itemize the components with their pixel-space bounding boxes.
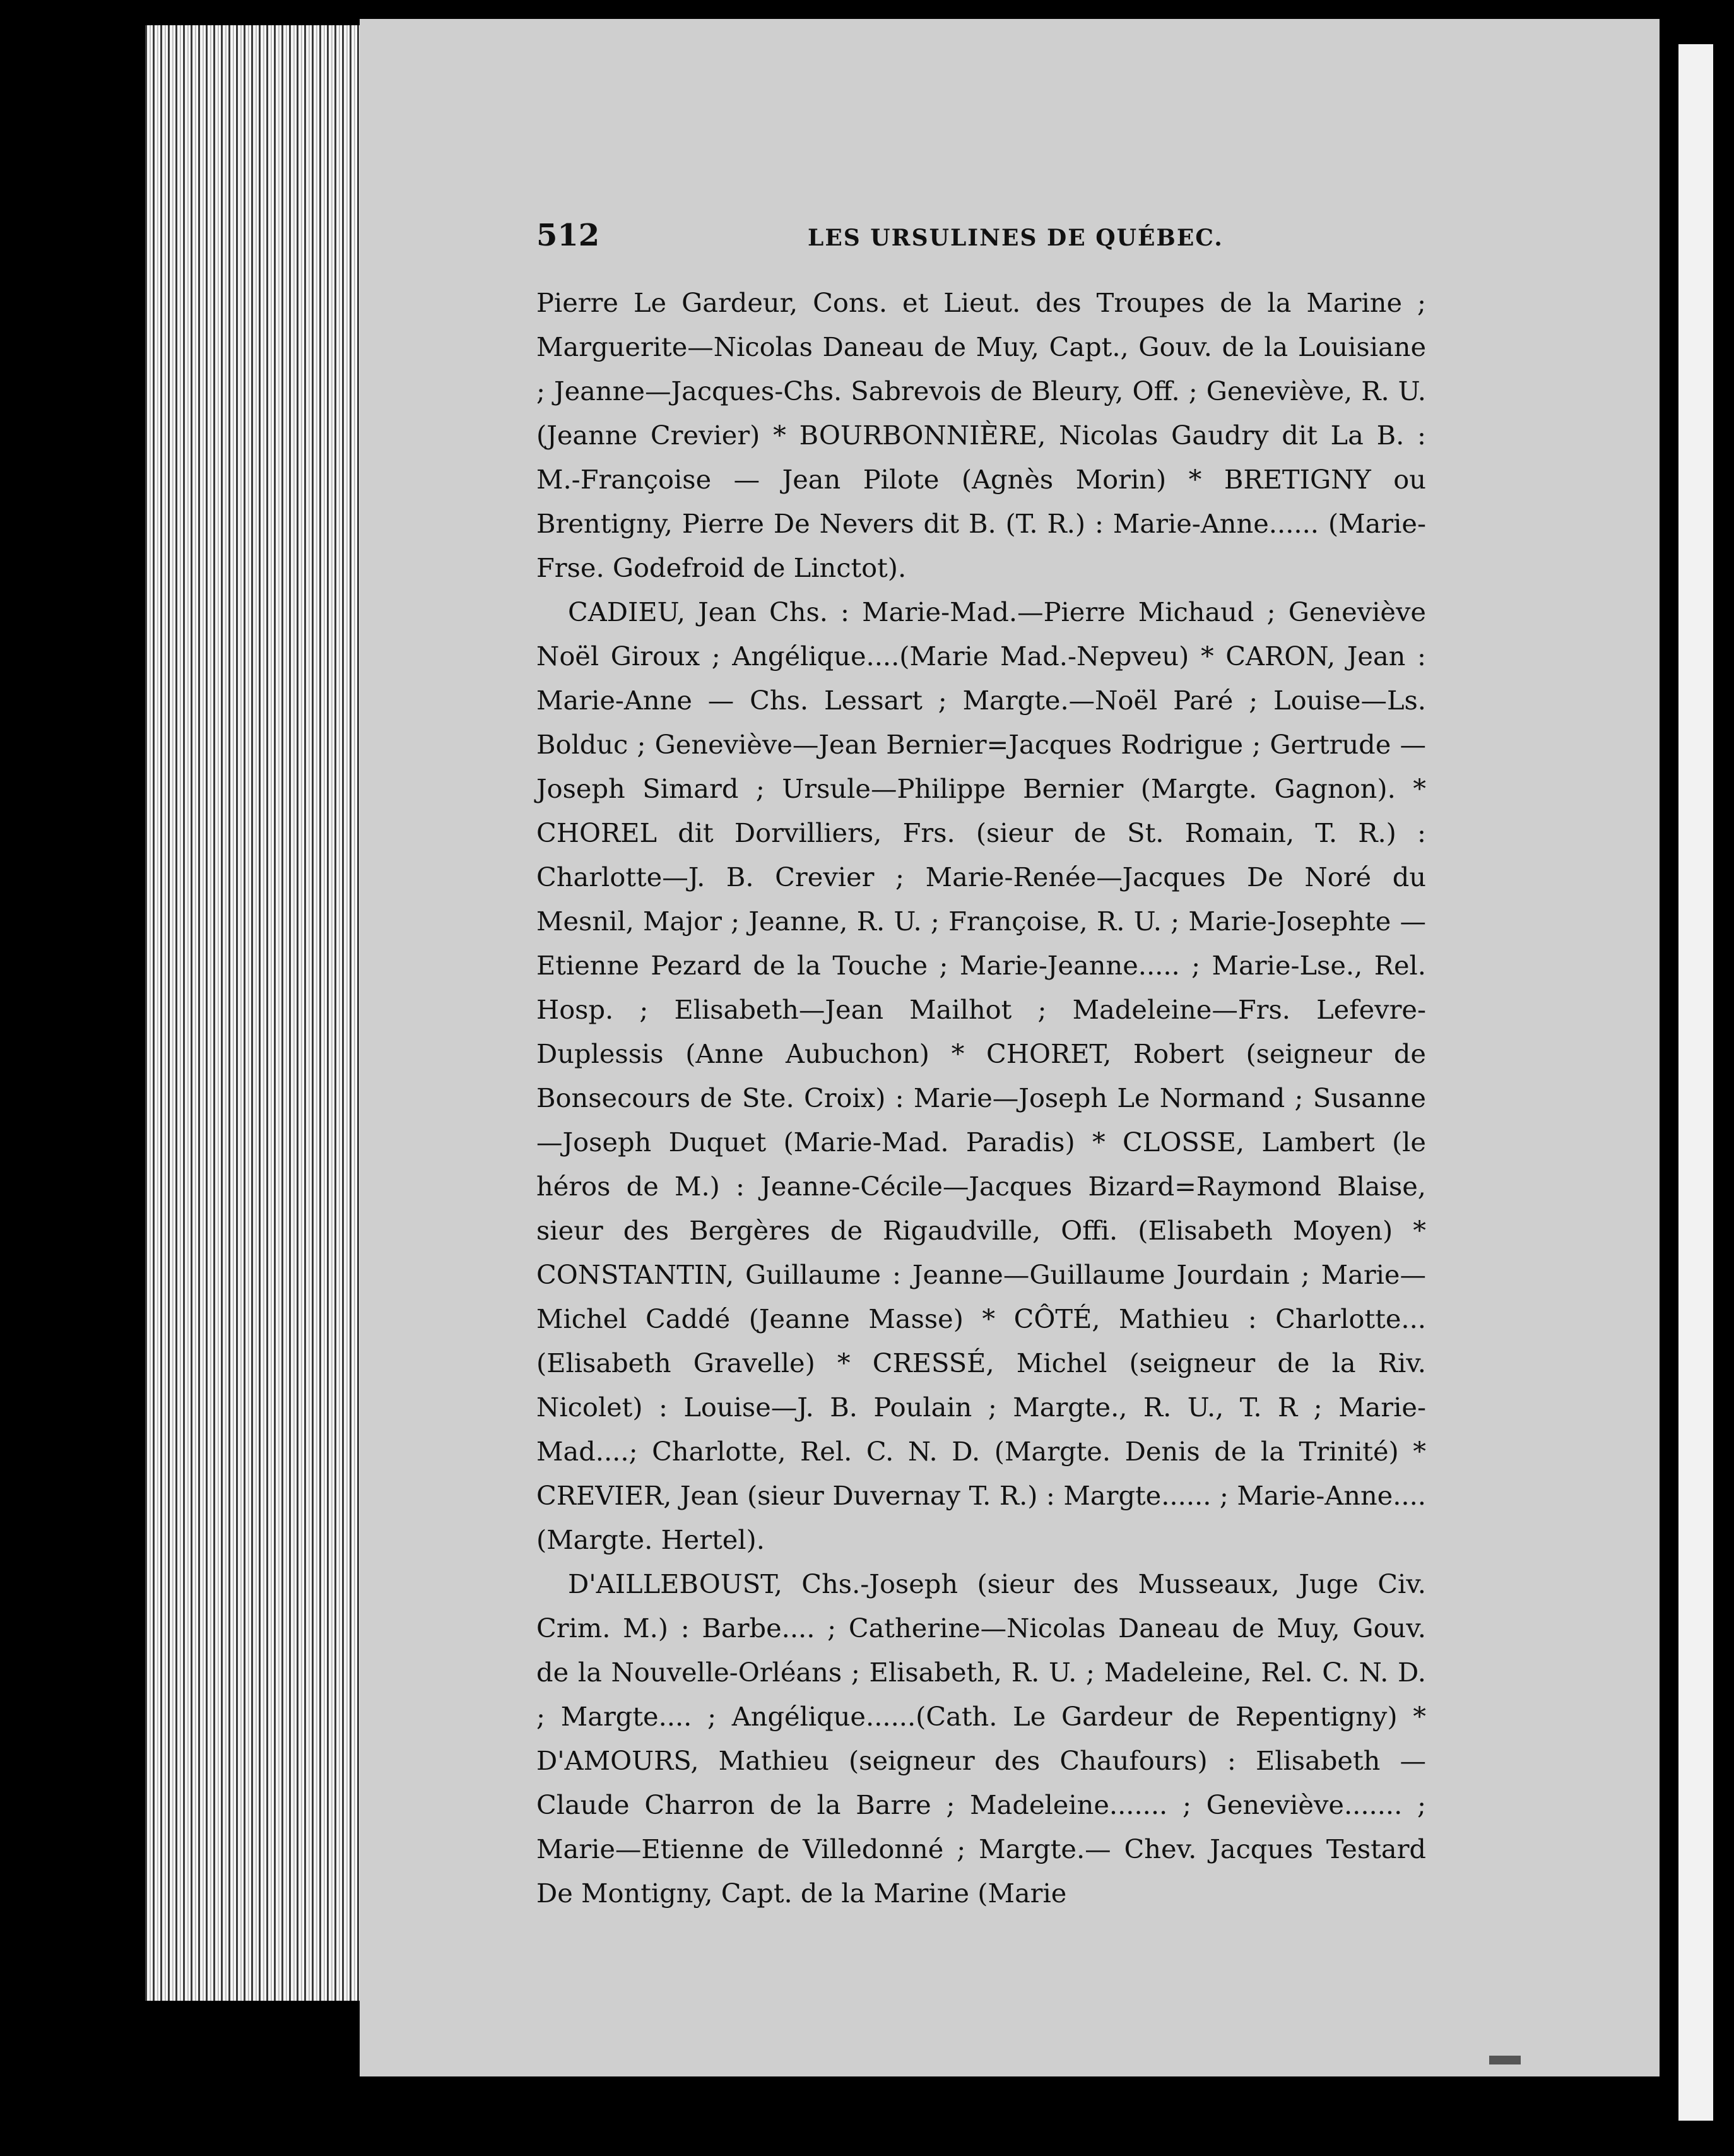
page-stack-edge	[145, 25, 379, 2001]
paragraph-1: Pierre Le Gardeur, Cons. et Lieut. des Troupes de la Marine ; Marguerite—Nicolas Daneau de Muy, Capt., Gouv. de la Louisiane ; Jeanne—Jacques-Chs. Sabrevois de Bleury, Off. ; Geneviève, R. U. (Jeanne Crevier) * BOURBONNIÈRE, Nicolas Gaudry dit La B. : M.-Françoise — Jean Pilote (Agnès Morin) * BRETIGNY ou Brentigny, Pierre De Nevers dit B. (T. R.) : Marie-Anne...... (Marie-Frse. Godefroid de Linctot).	[536, 287, 1426, 583]
running-head: LES URSULINES DE QUÉBEC.	[808, 225, 1224, 251]
paragraph-3: D'AILLEBOUST, Chs.-Joseph (sieur des Musseaux, Juge Civ. Crim. M.) : Barbe.... ; Catherine—Nicolas Daneau de Muy, Gouv. de la Nouvelle-Orléans ; Elisabeth, R. U. ; Madeleine, Rel. C. N. D. ; Margte.... ; Angélique......(Cath. Le Gardeur de Repentigny) * D'AMOURS, Mathieu (seigneur des Chaufours) : Elisabeth — Claude Charron de la Barre ; Madeleine....... ; Geneviève....... ; Marie—Etienne de Villedonné ; Margte.— Chev. Jacques Testard De Montigny, Capt. de la Marine (Marie	[536, 1568, 1426, 1909]
text-block	[536, 218, 1426, 1909]
page-number: 512	[536, 218, 600, 253]
paragraph-2: CADIEU, Jean Chs. : Marie-Mad.—Pierre Michaud ; Geneviève Noël Giroux ; Angélique....(Marie Mad.-Nepveu) * CARON, Jean : Marie-Anne — Chs. Lessart ; Margte.—Noël Paré ; Louise—Ls. Bolduc ; Geneviève—Jean Bernier=Jacques Rodrigue ; Gertrude —Joseph Simard ; Ursule—Philippe Bernier (Margte. Gagnon). * CHOREL dit Dorvilliers, Frs. (sieur de St. Romain, T. R.) : Charlotte—J. B. Crevier ; Marie-Renée—Jacques De Noré du Mesnil, Major ; Jeanne, R. U. ; Françoise, R. U. ; Marie-Josephte — Etienne Pezard de la Touche ; Marie-Jeanne..... ; Marie-Lse., Rel. Hosp. ; Elisabeth—Jean Mailhot ; Madeleine—Frs. Lefevre-Duplessis (Anne Aubuchon) * CHORET, Robert (seigneur de Bonsecours de Ste. Croix) : Marie—Joseph Le Normand ; Susanne —Joseph Duquet (Marie-Mad. Paradis) * CLOSSE, Lambert (le héros de M.) : Jeanne-Cécile—Jacques Bizard=Raymond Blaise, sieur des Bergères de Rigaudville, Offi. (Elisabeth Moyen) * CONSTANTIN, Guillaume : Jeanne—Guillaume Jourdain ; Marie—Michel Caddé (Jeanne Masse) * CÔTÉ, Mathieu : Charlotte... (Elisabeth Gravelle) * CRESSÉ, Michel (seigneur de la Riv. Nicolet) : Louise—J. B. Poulain ; Margte., R. U., T. R ; Marie-Mad....; Charlotte, Rel. C. N. D. (Margte. Denis de la Trinité) * CREVIER, Jean (sieur Duvernay T. R.) : Margte...... ; Marie-Anne....(Margte. Hertel).	[536, 596, 1426, 1555]
archive-stamp-mark	[1489, 2054, 1521, 2067]
page-header	[536, 218, 1426, 268]
facing-page-edge	[1678, 44, 1713, 2121]
